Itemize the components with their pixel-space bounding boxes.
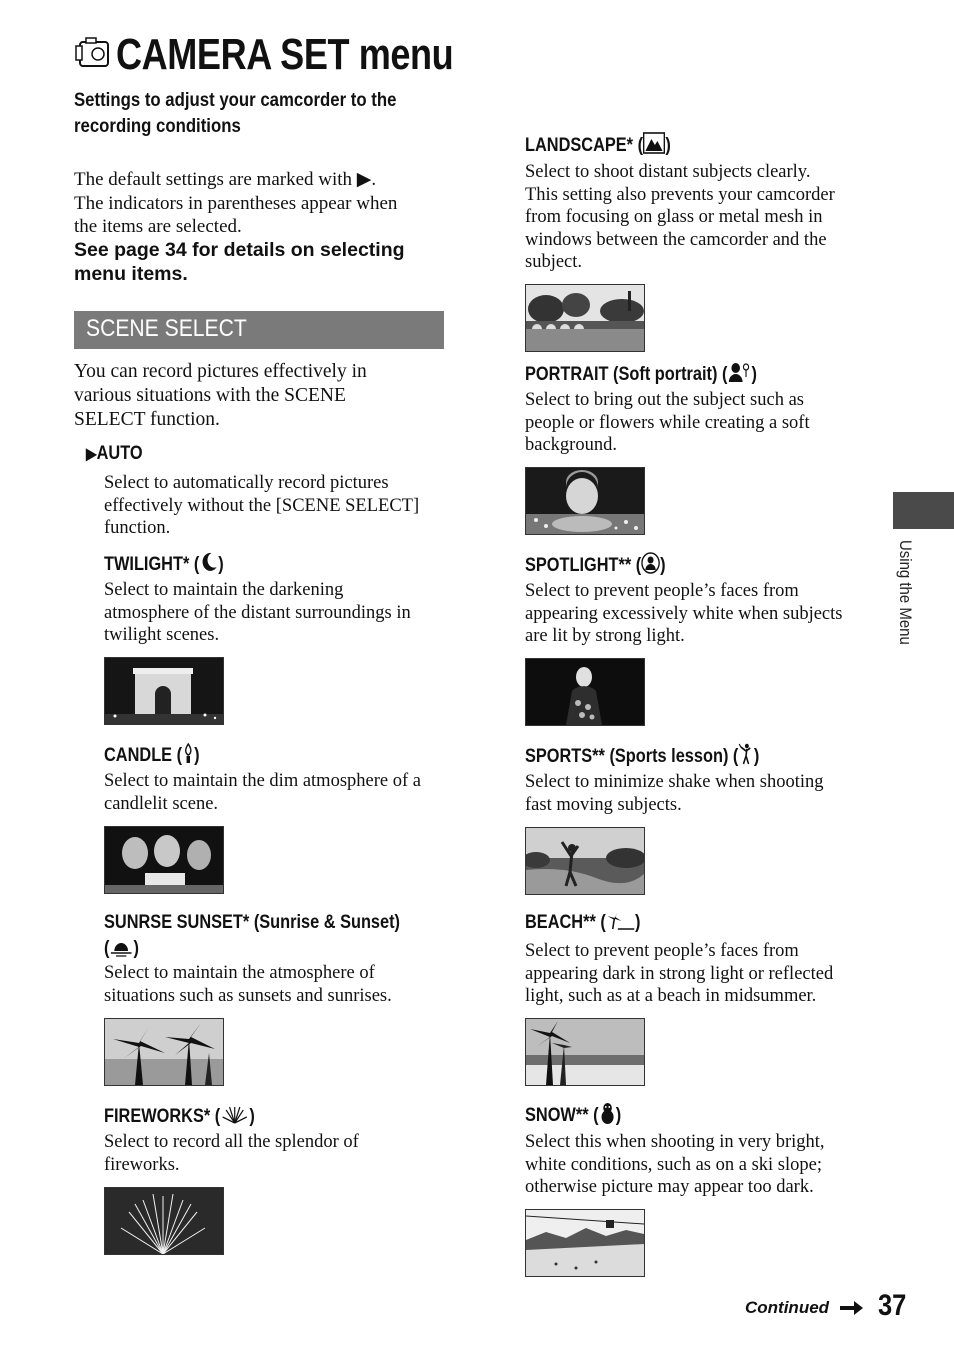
item-candle-title: CANDLE ( )	[104, 742, 200, 770]
item-twilight-title: TWILIGHT* ( )	[104, 551, 224, 579]
moon-icon	[199, 551, 218, 579]
portrait-icon	[727, 361, 751, 389]
item-landscape-desc: Select to shoot distant subjects clearly. This setting also prevents your camcorder from focusing on glass or metal mesh in windows between the camcorder and the subject.	[525, 162, 835, 272]
sunset-photo	[104, 1018, 224, 1086]
item-beach-title: BEACH** ( )	[525, 911, 640, 937]
item-sunrise-title: SUNRSE SUNSET* (Sunrise & Sunset) ( )	[104, 910, 400, 965]
item-snow-title: SNOW** ( )	[525, 1102, 621, 1130]
side-tab-label: Using the Menu	[896, 540, 915, 645]
intro-text: The default settings are marked with ▶. The indicators in parentheses appear when the items are selected.	[74, 169, 398, 237]
default-marker-icon: ▶	[86, 446, 97, 463]
golfer-icon	[738, 743, 753, 771]
item-portrait-title: PORTRAIT (Soft portrait) ( )	[525, 361, 757, 389]
landscape-photo	[525, 284, 645, 352]
section-title: SCENE SELECT	[86, 315, 247, 342]
item-twilight-desc: Select to maintain the darkening atmosphere of the distant surroundings in twilight scenes.	[104, 580, 411, 645]
camera-icon	[74, 36, 114, 77]
item-candle-desc: Select to maintain the dim atmosphere of a candlelit scene.	[104, 771, 421, 814]
section-intro: You can record pictures effectively in various situations with the SCENE SELECT function.	[74, 361, 367, 430]
landscape-icon	[643, 132, 665, 160]
sports-photo	[525, 827, 645, 895]
item-spotlight-desc: Select to prevent people’s faces from appearing excessively white when subjects are lit by strong light.	[525, 581, 843, 646]
snow-photo	[525, 1209, 645, 1277]
fireworks-photo	[104, 1187, 224, 1255]
spotlight-icon	[641, 552, 660, 580]
fireworks-icon	[220, 1103, 249, 1131]
item-sunrise-desc: Select to maintain the atmosphere of situations such as sunsets and sunrises.	[104, 963, 392, 1006]
intro-reference: See page 34 for details on selecting menu items.	[74, 239, 405, 285]
page-title: CAMERA SET menu	[116, 30, 454, 79]
spotlight-photo	[525, 658, 645, 726]
snowman-icon	[599, 1102, 616, 1130]
item-snow-desc: Select this when shooting in very bright, white conditions, such as on a ski slope; otherwise picture may appear too dark.	[525, 1132, 825, 1197]
section-bar	[74, 311, 444, 349]
continued-label: Continued	[745, 1298, 830, 1317]
page-subtitle: Settings to adjust your camcorder to the recording conditions	[74, 89, 397, 137]
item-beach-desc: Select to prevent people’s faces from appearing dark in strong light or reflected light, such as at a beach in midsummer.	[525, 941, 834, 1006]
continued-arrow-icon	[840, 1300, 864, 1321]
twilight-photo	[104, 657, 224, 725]
item-portrait-desc: Select to bring out the subject such as people or flowers while creating a soft background.	[525, 390, 810, 455]
page-number: 37	[878, 1289, 907, 1322]
candle-photo	[104, 826, 224, 894]
candle-icon	[182, 742, 194, 770]
item-sports-desc: Select to minimize shake when shooting fast moving subjects.	[525, 772, 824, 815]
beach-photo	[525, 1018, 645, 1086]
item-spotlight-title: SPOTLIGHT** ( )	[525, 552, 666, 580]
item-fireworks-title: FIREWORKS* ( )	[104, 1103, 255, 1131]
portrait-photo	[525, 467, 645, 535]
item-auto-title: ▶AUTO	[86, 443, 143, 464]
beach-icon	[606, 911, 635, 937]
item-auto-desc: Select to automatically record pictures effectively without the [SCENE SELECT] function.	[104, 473, 420, 538]
side-tab	[893, 492, 954, 529]
item-fireworks-desc: Select to record all the splendor of fireworks.	[104, 1132, 359, 1175]
item-sports-title: SPORTS** (Sports lesson) ( )	[525, 743, 759, 771]
item-landscape-title: LANDSCAPE* ( )	[525, 132, 671, 160]
